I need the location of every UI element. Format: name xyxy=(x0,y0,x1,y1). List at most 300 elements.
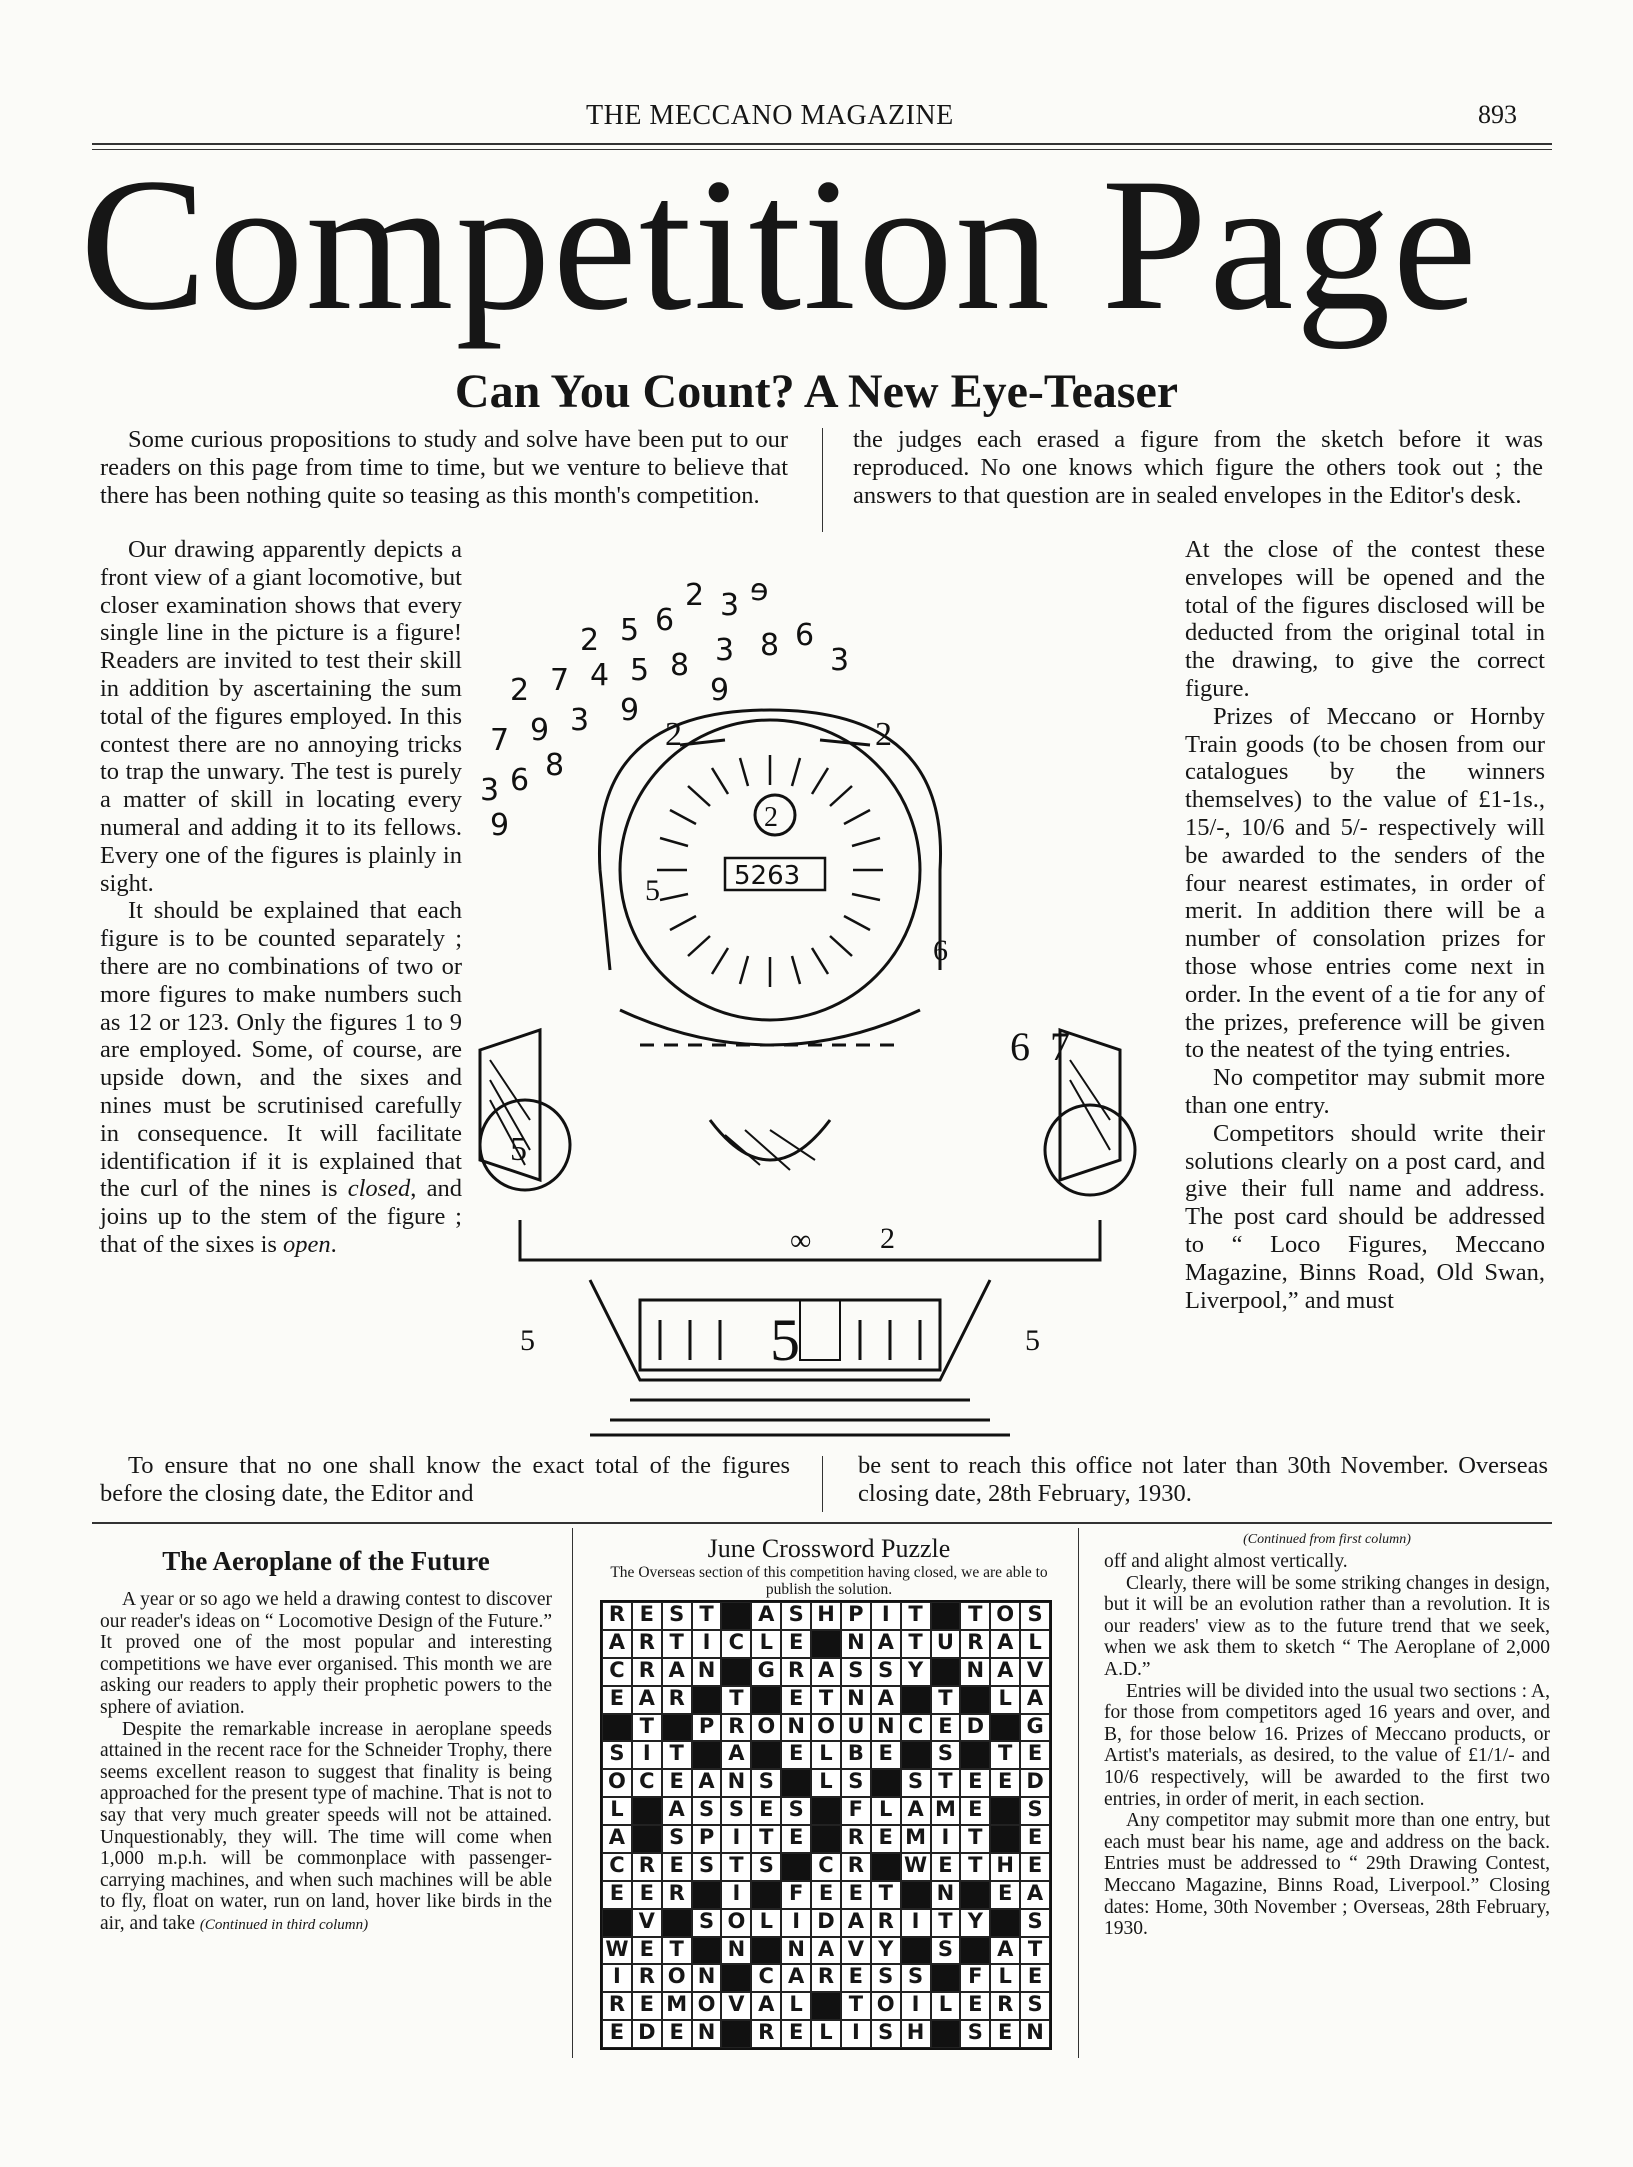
crossword-cell: S xyxy=(692,1909,722,1937)
article-title: Can You Count? A New Eye-Teaser xyxy=(454,365,1179,418)
crossword-black-square xyxy=(960,1881,990,1909)
third-column xyxy=(1104,1532,1550,1940)
crossword-cell: E xyxy=(632,1992,662,2020)
left-para-2 xyxy=(100,897,462,1258)
crossword-cell: P xyxy=(692,1825,722,1853)
crossword-cell: L xyxy=(751,1630,781,1658)
figure-6-lamp: 6 xyxy=(933,934,948,967)
crossword-black-square xyxy=(960,1741,990,1769)
crossword-cell: C xyxy=(811,1853,841,1881)
crossword-black-square xyxy=(871,1769,901,1797)
crossword-cell: S xyxy=(1020,1797,1050,1825)
crossword-cell: T xyxy=(990,1741,1020,1769)
crossword-cell: S xyxy=(901,1964,931,1992)
svg-text:5: 5 xyxy=(1025,1324,1040,1357)
crossword-cell: E xyxy=(662,1769,692,1797)
intro-right xyxy=(853,426,1543,509)
svg-text:9: 9 xyxy=(530,713,550,748)
crossword-cell: E xyxy=(632,1881,662,1909)
continued-note-first: (Continued in third column) xyxy=(199,1916,369,1933)
crossword-grid xyxy=(600,1600,1052,2050)
crossword-black-square xyxy=(751,1686,781,1714)
crossword-cell: A xyxy=(990,1630,1020,1658)
svg-text:2: 2 xyxy=(685,578,705,613)
crossword-cell: O xyxy=(721,1909,751,1937)
crossword-cell: E xyxy=(990,1769,1020,1797)
third-para-3: Entries will be divided into the usual two sections : A, for those from competitors aged 16 years and over, and B, for those below 16. Prizes of Meccano products, or Artist's materials, as desired, to the value of £1/1/- and 10/6 respectively, will be awarded to the first two entries, in order of merit, in each section. xyxy=(1104,1680,1550,1810)
svg-text:9: 9 xyxy=(710,673,730,708)
svg-text:7: 7 xyxy=(550,663,570,698)
svg-text:5: 5 xyxy=(630,653,650,688)
crossword-cell: O xyxy=(602,1769,632,1797)
crossword-cell: E xyxy=(662,1853,692,1881)
crossword-cell: A xyxy=(1020,1686,1050,1714)
crossword-cell: R xyxy=(811,1964,841,1992)
crossword-cell: S xyxy=(721,1797,751,1825)
crossword-cell: S xyxy=(1020,1602,1050,1630)
left-para-2-text: It should be explained that each figure is to be counted separately ; there are no combinations of two or more figures to make numbers such as 12 or 123. Only the figures 1 to 9 are employed. Some, of course, are upside down, and the sixes and nines must be scrutinised carefully in consequence. It will facilitate identification if it is explained that the curl of the nines is xyxy=(100,897,462,1203)
crossword-cell: E xyxy=(990,2020,1020,2048)
crossword-cell: T xyxy=(960,1825,990,1853)
crossword-cell: O xyxy=(871,1992,901,2020)
svg-text:8: 8 xyxy=(545,748,565,783)
crossword-cell: T xyxy=(811,1686,841,1714)
crossword-cell: S xyxy=(1020,1992,1050,2020)
crossword-black-square xyxy=(931,2020,961,2048)
intro-left xyxy=(100,426,788,509)
crossword-cell: S xyxy=(692,1853,722,1881)
crossword-black-square xyxy=(602,1909,632,1937)
crossword-cell: R xyxy=(632,1964,662,1992)
crossword-cell: P xyxy=(692,1714,722,1742)
crossword-cell: R xyxy=(990,1992,1020,2020)
crossword-cell: E xyxy=(871,1825,901,1853)
svg-text:7: 7 xyxy=(1050,1024,1070,1069)
masthead: Competition Page xyxy=(80,140,1479,350)
crossword-cell: D xyxy=(811,1909,841,1937)
crossword-black-square xyxy=(990,1797,1020,1825)
closing-right xyxy=(858,1452,1548,1508)
crossword-cell: I xyxy=(901,1909,931,1937)
crossword-cell: R xyxy=(721,1714,751,1742)
crossword-cell: T xyxy=(721,1686,751,1714)
crossword-cell: R xyxy=(781,1658,811,1686)
crossword-cell: M xyxy=(931,1797,961,1825)
crossword-cell: R xyxy=(602,1602,632,1630)
crossword-cell: E xyxy=(751,1797,781,1825)
crossword-cell: S xyxy=(662,1825,692,1853)
crossword-black-square xyxy=(990,1825,1020,1853)
crossword-cell: T xyxy=(960,1853,990,1881)
crossword-cell: T xyxy=(692,1602,722,1630)
buffer-curve xyxy=(620,1010,920,1045)
crossword-cell: S xyxy=(692,1797,722,1825)
crossword-cell: C xyxy=(721,1630,751,1658)
crossword-cell: A xyxy=(871,1630,901,1658)
crossword-black-square xyxy=(751,1937,781,1965)
crossword-cell: S xyxy=(781,1602,811,1630)
left-para-1: Our drawing apparently depicts a front view of a giant locomotive, but closer examination shows that every single line in the picture is a figure! Readers are invited to test their skill in addition by ascertaining the sum total of the figures employed. In this contest there are no annoying tricks to trap the unwary. The test is purely a matter of skill in locating every numeral and adding it to its fellows. Every one of the figures is plainly in sight. xyxy=(100,536,462,897)
crossword-cell: L xyxy=(871,1797,901,1825)
rails xyxy=(590,1400,1010,1435)
crossword-cell: I xyxy=(721,1881,751,1909)
crossword-black-square xyxy=(692,1881,722,1909)
crossword-cell: A xyxy=(841,1909,871,1937)
plate-number: 5263 xyxy=(734,861,801,891)
crossword-cell: D xyxy=(632,2020,662,2048)
right-cylinder xyxy=(1010,1024,1135,1195)
crossword-cell: A xyxy=(1020,1881,1050,1909)
svg-text:6: 6 xyxy=(1010,1024,1030,1069)
word-open: open xyxy=(283,1230,331,1258)
crossword-black-square xyxy=(871,1853,901,1881)
continued-note-third: (Continued from first column) xyxy=(1243,1532,1411,1547)
crossword-cell: A xyxy=(901,1797,931,1825)
crossword-cell: W xyxy=(602,1937,632,1965)
crossword-cell: N xyxy=(841,1686,871,1714)
crossword-black-square xyxy=(781,1853,811,1881)
crossword-cell: D xyxy=(960,1714,990,1742)
right-para-2: Prizes of Meccano or Hornby Train goods (to be chosen from our catalogues by the winners themselves) to the value of £1-1s., 15/-, 10/6 and 5/- respectively will be awarded to the senders of the four nearest estimates, in order of merit. In addition there will be a number of consolation prizes for those whose entries come next in order. In the event of a tie for any of the prizes, preference will be given to the neatest of the tying entries. xyxy=(1185,702,1545,1064)
crossword-black-square xyxy=(960,1937,990,1965)
crossword-cell: I xyxy=(781,1909,811,1937)
closing-left-text: To ensure that no one shall know the exact total of the figures before the closing date, the Editor and xyxy=(100,1452,790,1507)
crossword-black-square xyxy=(811,1630,841,1658)
crossword-cell: A xyxy=(990,1937,1020,1965)
crossword-cell: V xyxy=(841,1937,871,1965)
crossword-cell: L xyxy=(781,1992,811,2020)
crossword-black-square xyxy=(901,1741,931,1769)
crossword-cell: E xyxy=(602,2020,632,2048)
svg-text:∞: ∞ xyxy=(790,1224,812,1257)
crossword-cell: N xyxy=(841,1630,871,1658)
crossword-cell: D xyxy=(1020,1769,1050,1797)
section-rule xyxy=(92,1522,1552,1524)
crossword-cell: Y xyxy=(901,1658,931,1686)
crossword-cell: G xyxy=(751,1658,781,1686)
aeroplane-title: The Aeroplane of the Future xyxy=(162,1546,490,1576)
crossword-black-square xyxy=(721,1602,751,1630)
crossword-cell: E xyxy=(602,1881,632,1909)
crossword-cell: A xyxy=(751,1992,781,2020)
third-para-1: off and alight almost vertically. xyxy=(1104,1551,1348,1572)
crossword-black-square xyxy=(931,1658,961,1686)
crossword-cell: E xyxy=(602,1686,632,1714)
crossword-cell: A xyxy=(871,1686,901,1714)
crossword-cell: I xyxy=(871,1602,901,1630)
crossword-black-square xyxy=(692,1937,722,1965)
crossword-cell: S xyxy=(871,1658,901,1686)
crossword-black-square xyxy=(751,1881,781,1909)
crossword-cell: H xyxy=(990,1853,1020,1881)
crossword-cell: N xyxy=(721,1769,751,1797)
crossword-black-square xyxy=(751,1741,781,1769)
crossword-cell: T xyxy=(901,1602,931,1630)
crossword-cell: F xyxy=(960,1964,990,1992)
svg-text:9: 9 xyxy=(490,808,510,843)
crossword-cell: R xyxy=(632,1658,662,1686)
crossword-cell: N xyxy=(692,2020,722,2048)
centre-hatch xyxy=(710,1120,830,1160)
svg-text:4: 4 xyxy=(590,658,610,693)
right-para-3: No competitor may submit more than one entry. xyxy=(1185,1064,1545,1119)
crossword-cell: E xyxy=(1020,1825,1050,1853)
aeroplane-para-1: A year or so ago we held a drawing contest to discover our reader's ideas on “ Locomotive Design of the Future.” It proved one of the most popular and interesting competitions we have ever organised. This month we are asking our readers to apply their prophetic powers to the sphere of aviation. xyxy=(100,1589,552,1718)
svg-text:2: 2 xyxy=(510,673,530,708)
third-para-4: Any competitor may submit more than one entry, but each must bear his name, age and address on the back. Entries must be addressed to “ 29th Drawing Contest, Meccano Magazine, Binns Road, Liverpool.” Closing dates: Home, 30th November ; Overseas, 28th February, 1930. xyxy=(1104,1810,1550,1940)
crossword-black-square xyxy=(931,1602,961,1630)
crossword-cell: E xyxy=(960,1797,990,1825)
crossword-cell: L xyxy=(1020,1630,1050,1658)
crossword-cell: A xyxy=(662,1658,692,1686)
left-para-2-end: . xyxy=(330,1230,337,1258)
crossword-cell: A xyxy=(632,1686,662,1714)
closing-left xyxy=(100,1452,790,1508)
crossword-black-square xyxy=(990,1909,1020,1937)
crossword-cell: A xyxy=(602,1630,632,1658)
crossword-cell: E xyxy=(990,1881,1020,1909)
svg-text:6: 6 xyxy=(655,603,675,638)
crossword-cell: R xyxy=(871,1909,901,1937)
crossword-cell: S xyxy=(1020,1909,1050,1937)
crossword-black-square xyxy=(632,1825,662,1853)
column-rule-bottom xyxy=(822,1456,823,1512)
crossword-cell: E xyxy=(632,1937,662,1965)
crossword-cell: L xyxy=(751,1909,781,1937)
crossword-cell: I xyxy=(602,1964,632,1992)
svg-text:5: 5 xyxy=(510,1131,527,1168)
crossword-cell: L xyxy=(990,1964,1020,1992)
crossword-cell: N xyxy=(692,1964,722,1992)
crossword-cell: S xyxy=(662,1602,692,1630)
crossword-cell: R xyxy=(632,1630,662,1658)
crossword-cell: I xyxy=(901,1992,931,2020)
right-para-1: At the close of the contest these envelopes will be opened and the total of the figures disclosed will be deducted from the original total in the drawing, to give the correct figure. xyxy=(1185,536,1545,702)
aeroplane-article xyxy=(100,1546,552,1937)
crossword-black-square xyxy=(901,1686,931,1714)
bogie xyxy=(590,1280,990,1380)
crossword-black-square xyxy=(781,1769,811,1797)
crossword-cell: L xyxy=(811,2020,841,2048)
crossword-cell: A xyxy=(811,1658,841,1686)
crossword-black-square xyxy=(811,1992,841,2020)
crossword-cell: M xyxy=(662,1992,692,2020)
bottom-rule-2 xyxy=(1078,1528,1079,2058)
crossword-cell: E xyxy=(781,1825,811,1853)
svg-text:6: 6 xyxy=(510,763,530,798)
crossword-black-square xyxy=(721,1658,751,1686)
crossword-cell: T xyxy=(632,1714,662,1742)
crossword-cell: E xyxy=(960,1769,990,1797)
crossword-cell: S xyxy=(751,1769,781,1797)
intro-left-text: Some curious propositions to study and solve have been put to our readers on this page from time to time, but we venture to believe that there has been nothing quite so teasing as this month's competition. xyxy=(100,426,788,509)
crossword-cell: F xyxy=(841,1797,871,1825)
crossword-cell: E xyxy=(781,1630,811,1658)
left-column xyxy=(100,536,462,1259)
crossword-cell: T xyxy=(751,1825,781,1853)
crossword-cell: S xyxy=(871,1964,901,1992)
crossword-section xyxy=(600,1534,1058,1598)
crossword-cell: S xyxy=(781,1797,811,1825)
figure-5-lamp: 5 xyxy=(645,874,660,907)
crossword-cell: V xyxy=(721,1992,751,2020)
crossword-cell: F xyxy=(781,1881,811,1909)
crossword-cell: U xyxy=(841,1714,871,1742)
crossword-cell: B xyxy=(841,1741,871,1769)
crossword-cell: E xyxy=(632,1602,662,1630)
locomotive-figures-illustration xyxy=(470,560,1180,1440)
svg-text:7: 7 xyxy=(490,723,510,758)
crossword-cell: V xyxy=(1020,1658,1050,1686)
crossword-cell: R xyxy=(662,1881,692,1909)
svg-text:5: 5 xyxy=(620,613,640,648)
crossword-title: June Crossword Puzzle xyxy=(707,1534,951,1563)
crossword-black-square xyxy=(692,1741,722,1769)
crossword-cell: G xyxy=(1020,1714,1050,1742)
boiler-left-edge xyxy=(600,870,610,970)
svg-text:3: 3 xyxy=(720,588,740,623)
svg-text:8: 8 xyxy=(760,628,780,663)
svg-text:2: 2 xyxy=(580,623,600,658)
crossword-black-square xyxy=(901,1937,931,1965)
crossword-cell: E xyxy=(931,1853,961,1881)
crossword-cell: E xyxy=(662,2020,692,2048)
crossword-black-square xyxy=(662,1714,692,1742)
crossword-black-square xyxy=(811,1797,841,1825)
crossword-cell: E xyxy=(931,1714,961,1742)
aeroplane-para-2 xyxy=(100,1719,552,1937)
crossword-cell: O xyxy=(662,1964,692,1992)
svg-text:3: 3 xyxy=(480,773,500,808)
crossword-cell: A xyxy=(990,1658,1020,1686)
crossword-cell: E xyxy=(1020,1853,1050,1881)
crossword-cell: S xyxy=(841,1658,871,1686)
crossword-black-square xyxy=(602,1714,632,1742)
left-cylinder xyxy=(480,1030,570,1190)
crossword-cell: N xyxy=(692,1658,722,1686)
crossword-cell: C xyxy=(602,1658,632,1686)
crossword-cell: S xyxy=(960,2020,990,2048)
svg-text:3: 3 xyxy=(830,643,850,678)
crossword-cell: P xyxy=(841,1602,871,1630)
third-para-2: Clearly, there will be some striking changes in design, but it will be an evolution rather than a revolution. It is our readers' view as to the future trend that we seek, when we ask them to sketch “ The Aeroplane of 2,000 A.D.” xyxy=(1104,1572,1550,1680)
crossword-cell: I xyxy=(692,1630,722,1658)
crossword-cell: T xyxy=(662,1937,692,1965)
crossword-cell: T xyxy=(841,1992,871,2020)
crossword-cell: I xyxy=(931,1825,961,1853)
crossword-cell: C xyxy=(602,1853,632,1881)
crossword-black-square xyxy=(990,1714,1020,1742)
crossword-cell: E xyxy=(781,1686,811,1714)
crossword-cell: S xyxy=(871,2020,901,2048)
column-rule-top xyxy=(822,428,823,532)
crossword-cell: O xyxy=(811,1714,841,1742)
crossword-black-square xyxy=(901,1881,931,1909)
crossword-cell: T xyxy=(931,1686,961,1714)
crossword-cell: R xyxy=(632,1853,662,1881)
crossword-cell: I xyxy=(632,1741,662,1769)
figure-2-left: 2 xyxy=(665,716,682,753)
crossword-cell: S xyxy=(751,1853,781,1881)
crossword-black-square xyxy=(960,1686,990,1714)
crossword-cell: E xyxy=(1020,1964,1050,1992)
crossword-cell: N xyxy=(931,1881,961,1909)
crossword-black-square xyxy=(721,1964,751,1992)
right-para-4: Competitors should write their solutions clearly on a post card, and give their full name and address. The post card should be addressed to “ Loco Figures, Meccano Magazine, Binns Road, Old Swan, Liverpool,” and must xyxy=(1185,1119,1545,1314)
running-head: THE MECCANO MAGAZINE xyxy=(586,100,954,131)
crossword-cell: E xyxy=(871,1741,901,1769)
crossword-cell: S xyxy=(602,1741,632,1769)
crossword-black-square xyxy=(662,1909,692,1937)
crossword-cell: I xyxy=(721,1825,751,1853)
bottom-rule-1 xyxy=(572,1528,573,2058)
crossword-cell: T xyxy=(901,1630,931,1658)
crossword-cell: L xyxy=(811,1769,841,1797)
crossword-cell: L xyxy=(602,1797,632,1825)
figure-2-right: 2 xyxy=(875,716,892,753)
crossword-cell: T xyxy=(871,1881,901,1909)
crossword-cell: E xyxy=(1020,1741,1050,1769)
crossword-cell: R xyxy=(841,1853,871,1881)
page-number: 893 xyxy=(1478,100,1517,129)
crossword-cell: T xyxy=(931,1769,961,1797)
crossword-cell: Y xyxy=(960,1909,990,1937)
crossword-cell: O xyxy=(990,1602,1020,1630)
crossword-cell: R xyxy=(960,1630,990,1658)
center-digit: 2 xyxy=(764,802,778,833)
svg-text:6: 6 xyxy=(795,618,815,653)
crossword-cell: T xyxy=(960,1602,990,1630)
crossword-black-square xyxy=(811,1825,841,1853)
crossword-cell: A xyxy=(781,1964,811,1992)
smoke-figures xyxy=(480,573,849,843)
crossword-cell: A xyxy=(721,1741,751,1769)
crossword-cell: S xyxy=(931,1741,961,1769)
crossword-cell: A xyxy=(751,1602,781,1630)
crossword-cell: A xyxy=(662,1797,692,1825)
crossword-cell: H xyxy=(811,1602,841,1630)
right-column xyxy=(1185,536,1545,1314)
crossword-cell: N xyxy=(1020,2020,1050,2048)
crossword-cell: O xyxy=(751,1714,781,1742)
crossword-cell: S xyxy=(841,1769,871,1797)
svg-text:3: 3 xyxy=(570,703,590,738)
crossword-cell: A xyxy=(692,1769,722,1797)
svg-text:3: 3 xyxy=(715,633,735,668)
crossword-note: The Overseas section of this competition having closed, we are able to publish the solution. xyxy=(610,1564,1048,1598)
crossword-cell: E xyxy=(960,1992,990,2020)
crossword-cell: R xyxy=(662,1686,692,1714)
crossword-cell: W xyxy=(901,1853,931,1881)
crossword-cell: L xyxy=(931,1992,961,2020)
crossword-cell: C xyxy=(901,1714,931,1742)
crossword-black-square xyxy=(721,2020,751,2048)
crossword-cell: E xyxy=(781,1741,811,1769)
crossword-cell: U xyxy=(931,1630,961,1658)
crossword-cell: A xyxy=(602,1825,632,1853)
crossword-cell: T xyxy=(662,1741,692,1769)
svg-text:8: 8 xyxy=(670,648,690,683)
svg-text:ɘ: ɘ xyxy=(750,573,769,608)
crossword-cell: S xyxy=(931,1937,961,1965)
crossword-cell: E xyxy=(781,2020,811,2048)
crossword-black-square xyxy=(692,1686,722,1714)
crossword-cell: V xyxy=(632,1909,662,1937)
crossword-cell: R xyxy=(751,2020,781,2048)
aeroplane-para-2-text: Despite the remarkable increase in aeroplane speeds attained in the recent race for the Schneider Trophy, there seems excellent reason to suggest that finality is being approached for the present type of machine. That is not to say that very much greater speeds will not be attained. Unquestionably, they will. The time will come when 1,000 m.p.h. will be commonplace with passenger-carrying machines, and when such machines will be able to fly, float on water, run on land, hover like birds in the air, and take xyxy=(100,1718,552,1934)
crossword-cell: C xyxy=(751,1964,781,1992)
word-closed: closed xyxy=(347,1175,411,1203)
